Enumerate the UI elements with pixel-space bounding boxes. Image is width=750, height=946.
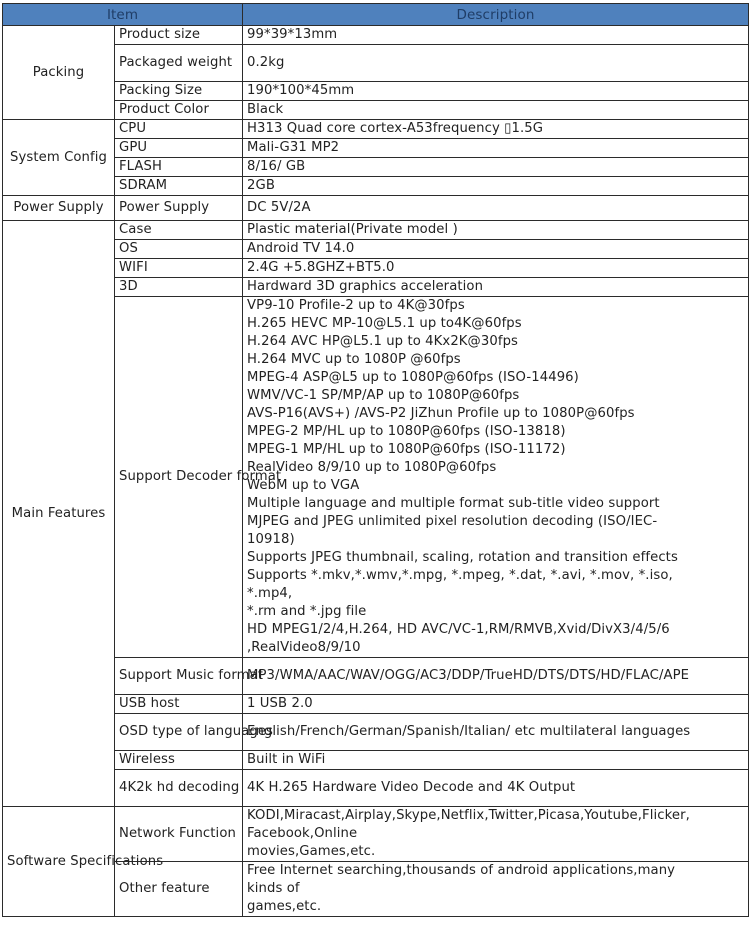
spec-item-label: Wireless xyxy=(115,751,243,770)
spec-description xyxy=(243,751,749,770)
category-power: Power Supply xyxy=(3,196,115,221)
spec-row xyxy=(3,695,749,714)
description-line: KODI,Miracast,Airplay,Skype,Netflix,Twitter,Picasa,Youtube,Flicker, xyxy=(247,808,690,823)
description-line: kinds of xyxy=(247,881,300,896)
spec-description xyxy=(243,862,749,917)
description-line: Supports JPEG thumbnail, scaling, rotation and transition effects xyxy=(247,550,678,565)
spec-item-label: 4K2k hd decoding xyxy=(115,770,243,807)
spec-item-label: Network Function xyxy=(115,807,243,862)
description-line: *.mp4, xyxy=(247,586,293,601)
description-line: 2GB xyxy=(247,178,275,193)
category-system: System Config xyxy=(3,120,115,196)
description-line: HD MPEG1/2/4,H.264, HD AVC/VC-1,RM/RMVB,Xvid/DivX3/4/5/6 xyxy=(247,622,670,637)
spec-item-label: WIFI xyxy=(115,259,243,278)
description-line: 8/16/ GB xyxy=(247,159,306,174)
spec-row xyxy=(3,751,749,770)
spec-item-label: 3D xyxy=(115,278,243,297)
spec-row xyxy=(3,158,749,177)
spec-row xyxy=(3,120,749,139)
spec-row xyxy=(3,259,749,278)
spec-item-label: Packaged weight xyxy=(115,45,243,82)
description-line: WebM up to VGA xyxy=(247,478,360,493)
spec-description xyxy=(243,807,749,862)
description-line: Android TV 14.0 xyxy=(247,241,355,256)
description-line: 190*100*45mm xyxy=(247,83,355,98)
spec-row xyxy=(3,714,749,751)
header-row xyxy=(3,4,749,26)
spec-description xyxy=(243,221,749,240)
spec-item-label: Packing Size xyxy=(115,82,243,101)
spec-description xyxy=(243,658,749,695)
spec-item-label: SDRAM xyxy=(115,177,243,196)
spec-description xyxy=(243,120,749,139)
description-line: H.264 MVC up to 1080P @60fps xyxy=(247,352,461,367)
description-line: RealVideo 8/9/10 up to 1080P@60fps xyxy=(247,460,497,475)
spec-row xyxy=(3,221,749,240)
description-line: VP9-10 Profile-2 up to 4K@30fps xyxy=(247,298,465,313)
category-packing: Packing xyxy=(3,26,115,120)
description-line: 10918) xyxy=(247,532,295,547)
spec-row xyxy=(3,45,749,82)
spec-item-label: Power Supply xyxy=(115,196,243,221)
description-line: MP3/WMA/AAC/WAV/OGG/AC3/DDP/TrueHD/DTS/DTS/HD/FLAC/APE xyxy=(247,668,690,683)
description-line: H.264 AVC HP@L5.1 up to 4Kx2K@30fps xyxy=(247,334,519,349)
description-line: movies,Games,etc. xyxy=(247,844,376,859)
description-line: English/French/German/Spanish/Italian/ etc multilateral languages xyxy=(247,724,691,739)
spec-row xyxy=(3,278,749,297)
category-software: Software Specifications xyxy=(3,807,115,917)
spec-description xyxy=(243,45,749,82)
description-line: Free Internet searching,thousands of android applications,many xyxy=(247,863,676,878)
spec-description xyxy=(243,26,749,45)
spec-row xyxy=(3,26,749,45)
description-line: MPEG-1 MP/HL up to 1080P@60fps (ISO-11172) xyxy=(247,442,566,457)
spec-description xyxy=(243,297,749,658)
spec-row xyxy=(3,139,749,158)
spec-description xyxy=(243,177,749,196)
spec-description xyxy=(243,278,749,297)
spec-description xyxy=(243,139,749,158)
description-line: WMV/VC-1 SP/MP/AP up to 1080P@60fps xyxy=(247,388,520,403)
spec-item-label: Support Music format xyxy=(115,658,243,695)
description-line: games,etc. xyxy=(247,899,322,914)
spec-item-label: OSD type of languages xyxy=(115,714,243,751)
description-line: AVS-P16(AVS+) /AVS-P2 JiZhun Profile up to 1080P@60fps xyxy=(247,406,635,421)
description-line: 99*39*13mm xyxy=(247,27,338,42)
spec-item-label: GPU xyxy=(115,139,243,158)
spec-description xyxy=(243,82,749,101)
description-line: Supports *.mkv,*.wmv,*.mpg, *.mpeg, *.dat, *.avi, *.mov, *.iso, xyxy=(247,568,673,583)
spec-item-label: CPU xyxy=(115,120,243,139)
spec-item-label: USB host xyxy=(115,695,243,714)
description-line: 4K H.265 Hardware Video Decode and 4K Output xyxy=(247,780,576,795)
spec-description xyxy=(243,695,749,714)
description-line: Built in WiFi xyxy=(247,752,326,767)
spec-row xyxy=(3,807,749,862)
header-description: Description xyxy=(243,4,749,26)
description-line: H.265 HEVC MP-10@L5.1 up to4K@60fps xyxy=(247,316,522,331)
description-line: Multiple language and multiple format sub-title video support xyxy=(247,496,660,511)
spec-description xyxy=(243,770,749,807)
spec-row xyxy=(3,177,749,196)
description-line: Black xyxy=(247,102,284,117)
description-line: ,RealVideo8/9/10 xyxy=(247,640,361,655)
description-line: 2.4G +5.8GHZ+BT5.0 xyxy=(247,260,395,275)
spec-row xyxy=(3,297,749,658)
description-line: Hardward 3D graphics acceleration xyxy=(247,279,484,294)
spec-description xyxy=(243,158,749,177)
spec-item-label: Other feature xyxy=(115,862,243,917)
spec-description xyxy=(243,196,749,221)
spec-row xyxy=(3,82,749,101)
category-main: Main Features xyxy=(3,221,115,807)
spec-row xyxy=(3,240,749,259)
spec-description xyxy=(243,101,749,120)
description-line: H313 Quad core cortex-A53frequency ▯1.5G xyxy=(247,121,544,136)
description-line: Facebook,Online xyxy=(247,826,358,841)
spec-table xyxy=(2,3,749,917)
spec-row xyxy=(3,658,749,695)
spec-row xyxy=(3,770,749,807)
description-line: Mali-G31 MP2 xyxy=(247,140,340,155)
spec-description xyxy=(243,714,749,751)
spec-row xyxy=(3,196,749,221)
description-line: Plastic material(Private model ) xyxy=(247,222,458,237)
spec-item-label: Case xyxy=(115,221,243,240)
spec-item-label: FLASH xyxy=(115,158,243,177)
spec-description xyxy=(243,240,749,259)
spec-item-label: Support Decoder format xyxy=(115,297,243,658)
header-item: Item xyxy=(3,4,243,26)
spec-item-label: Product Color xyxy=(115,101,243,120)
description-line: MJPEG and JPEG unlimited pixel resolution decoding (ISO/IEC- xyxy=(247,514,658,529)
spec-body xyxy=(3,26,749,917)
description-line: DC 5V/2A xyxy=(247,200,311,215)
description-line: 0.2kg xyxy=(247,55,285,70)
description-line: 1 USB 2.0 xyxy=(247,696,313,711)
spec-description xyxy=(243,259,749,278)
description-line: MPEG-4 ASP@L5 up to 1080P@60fps (ISO-14496) xyxy=(247,370,579,385)
description-line: *.rm and *.jpg file xyxy=(247,604,367,619)
spec-item-label: OS xyxy=(115,240,243,259)
description-line: MPEG-2 MP/HL up to 1080P@60fps (ISO-13818) xyxy=(247,424,566,439)
spec-item-label: Product size xyxy=(115,26,243,45)
spec-row xyxy=(3,101,749,120)
